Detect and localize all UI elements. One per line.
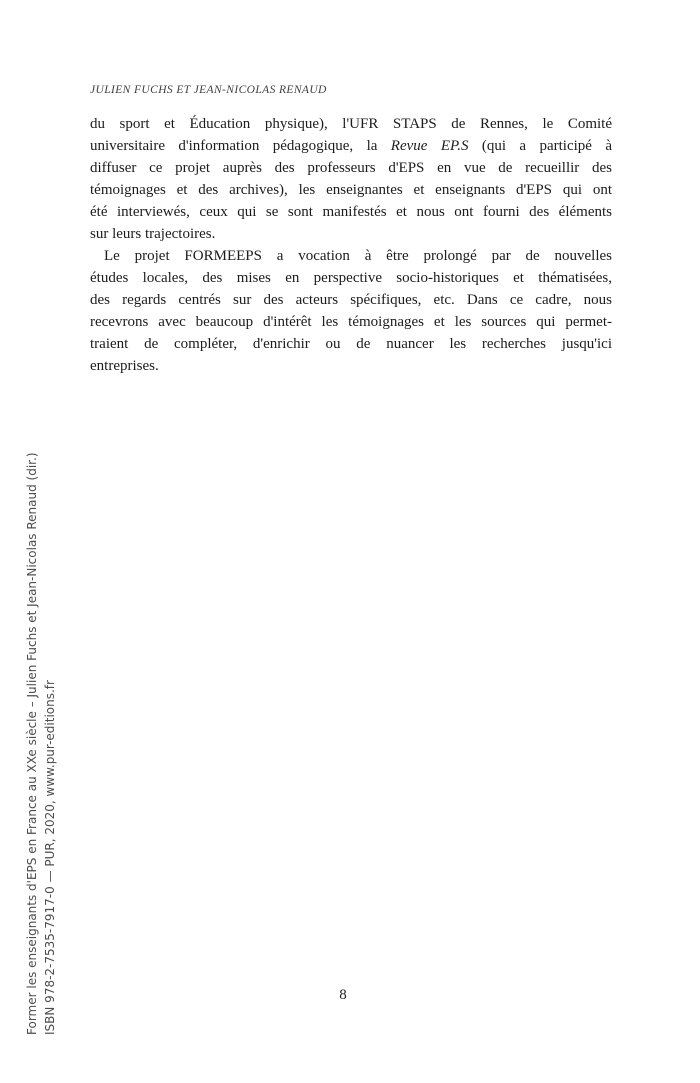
text-line xyxy=(90,179,612,201)
text-segment: (qui a participé à xyxy=(468,138,612,154)
text-segment: témoignages et des archives), les enseignantes et enseignants d'EPS qui ont xyxy=(90,182,612,198)
body-text xyxy=(90,113,612,377)
text-segment: du sport et Éducation physique), l'UFR STAPS de Rennes, le Comité xyxy=(90,116,612,132)
text-segment: traient de compléter, d'enrichir ou de nuancer les recherches jusqu'ici xyxy=(90,336,612,352)
text-line xyxy=(90,201,612,223)
text-line xyxy=(90,267,612,289)
paragraph xyxy=(90,113,612,245)
text-line xyxy=(90,333,612,355)
text-segment: recevrons avec beaucoup d'intérêt les témoignages et les sources qui permet- xyxy=(90,314,612,330)
text-line xyxy=(90,311,612,333)
text-line xyxy=(90,113,612,135)
text-line xyxy=(90,245,612,267)
running-header: JULIEN FUCHS ET JEAN-NICOLAS RENAUD xyxy=(90,84,327,96)
text-segment: des regards centrés sur des acteurs spécifiques, etc. Dans ce cadre, nous xyxy=(90,292,612,308)
text-segment: sur leurs trajectoires. xyxy=(90,226,216,242)
spine-isbn-line: ISBN 978-2-7535-7917-0 — PUR, 2020, www.pur-editions.fr xyxy=(42,680,57,1035)
text-segment: études locales, des mises en perspective socio-historiques et thématisées, xyxy=(90,270,612,286)
text-segment: Le projet FORMEEPS a vocation à être prolongé par de nouvelles xyxy=(104,248,612,264)
text-segment: été interviewés, ceux qui se sont manifestés et nous ont fourni des éléments xyxy=(90,204,612,220)
spine-title-line: Former les enseignants d'EPS en France au XXe siècle – Julien Fuchs et Jean-Nicolas Renaud (dir.) xyxy=(25,452,39,1035)
text-segment: universitaire d'information pédagogique, la xyxy=(90,138,391,154)
text-line xyxy=(90,157,612,179)
spine-credit-block xyxy=(24,452,59,1035)
paragraph xyxy=(90,245,612,377)
page-number: 8 xyxy=(339,987,347,1003)
text-line xyxy=(90,289,612,311)
text-line xyxy=(90,355,612,377)
text-line xyxy=(90,135,612,157)
italic-journal-title: Revue EP.S xyxy=(390,138,469,154)
text-line xyxy=(90,223,612,245)
text-segment: diffuser ce projet auprès des professeurs d'EPS en vue de recueillir des xyxy=(90,160,612,176)
text-segment: entreprises. xyxy=(90,358,159,374)
